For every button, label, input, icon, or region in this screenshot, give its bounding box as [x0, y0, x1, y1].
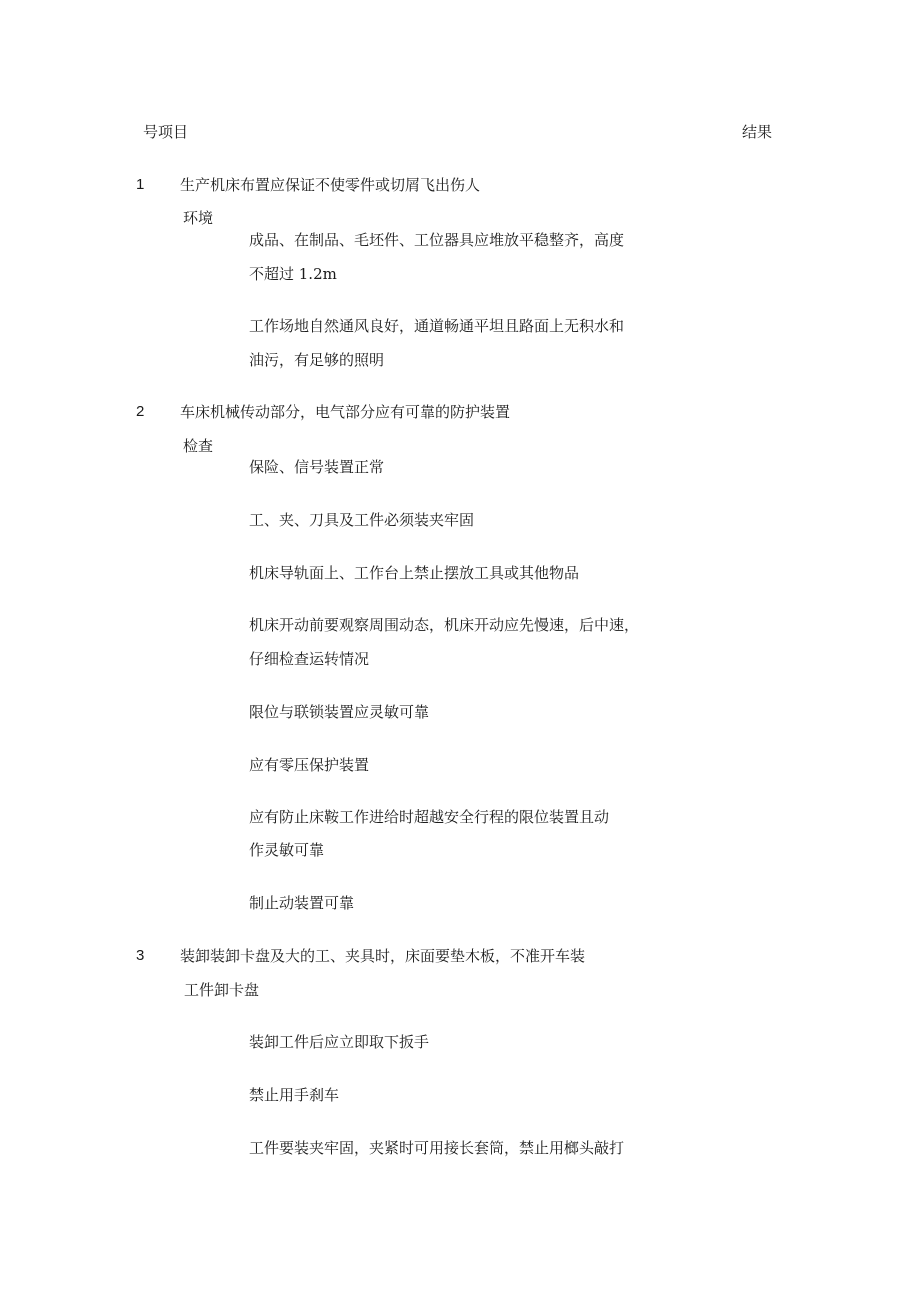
section-2-number: 2: [136, 403, 145, 420]
section-2-item-2: 工、夹、刀具及工件必须装夹牢固: [249, 511, 475, 529]
section-2-item-1: 保险、信号装置正常: [249, 458, 385, 476]
section-1-category: 环境: [183, 209, 214, 227]
section-1-item-1-line-2: 不超过 1.2m: [249, 265, 337, 283]
section-1-item-1-line-1: 成品、在制品、毛坯件、工位器具应堆放平稳整齐，高度: [249, 231, 625, 249]
section-3-item-1: 装卸工件后应立即取下扳手: [249, 1033, 430, 1051]
section-2-item-4-line-1: 机床开动前要观察周围动态，机床开动应先慢速，后中速，: [249, 616, 640, 634]
section-3-title: 装卸装卸卡盘及大的工、夹具时，床面要垫木板，不准开车装: [180, 947, 586, 965]
section-1-item-2-line-2: 油污，有足够的照明: [249, 351, 385, 369]
section-2-item-8: 制止动装置可靠: [249, 894, 355, 912]
section-2-item-6: 应有零压保护装置: [249, 756, 370, 774]
section-2-item-7-line-2: 作灵敏可靠: [249, 841, 325, 859]
header-result: 结果: [742, 123, 773, 141]
section-2-item-3: 机床导轨面上、工作台上禁止摆放工具或其他物品: [249, 564, 580, 582]
section-3-number: 3: [136, 947, 145, 964]
section-3-category: 工件卸卡盘: [184, 981, 260, 999]
section-1-item-2-line-1: 工作场地自然通风良好，通道畅通平坦且路面上无积水和: [249, 317, 625, 335]
section-2-title: 车床机械传动部分，电气部分应有可靠的防护装置: [180, 403, 511, 421]
section-1-number: 1: [136, 176, 145, 193]
section-3-item-3: 工件要装夹牢固，夹紧时可用接长套筒，禁止用榔头敲打: [249, 1139, 625, 1157]
section-2-item-4-line-2: 仔细检查运转情况: [249, 650, 370, 668]
header-number-item: 号项目: [143, 123, 189, 141]
section-3-item-2: 禁止用手刹车: [249, 1086, 340, 1104]
section-1-title: 生产机床布置应保证不使零件或切屑飞出伤人: [180, 176, 481, 194]
section-2-category: 检查: [183, 437, 214, 455]
section-2-item-5: 限位与联锁装置应灵敏可靠: [249, 703, 430, 721]
section-2-item-7-line-1: 应有防止床鞍工作进给时超越安全行程的限位装置且动: [249, 808, 610, 826]
